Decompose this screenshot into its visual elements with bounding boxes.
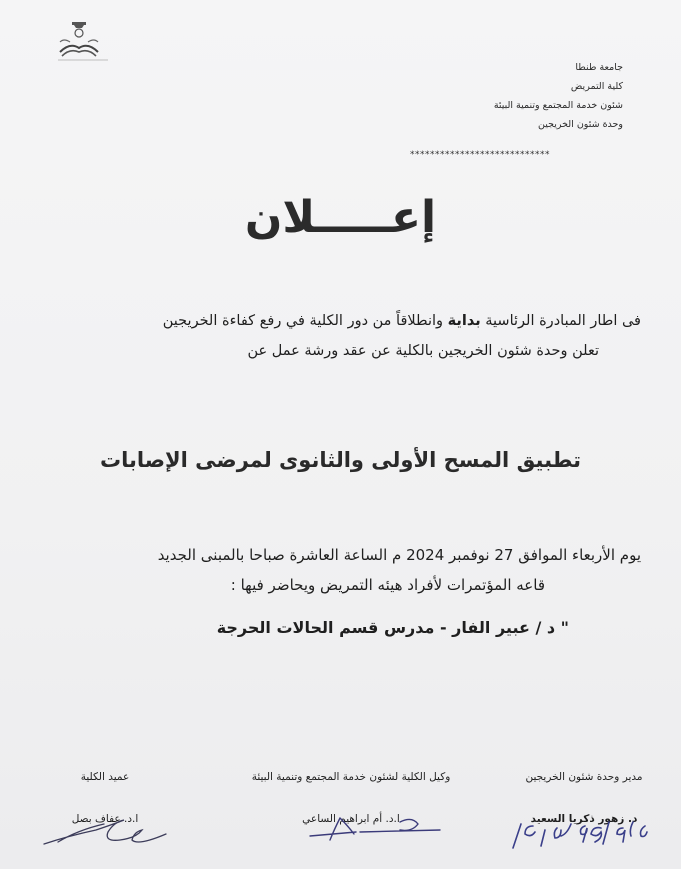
handwritten-signature-dean	[38, 812, 178, 852]
signature-name: ا.د. أم ابراهيم الساعي	[302, 813, 400, 825]
speaker-line: " د / عبير الفار - مدرس قسم الحالات الحرجة	[216, 618, 569, 637]
workshop-details	[20, 540, 641, 600]
intro-line-1-end: وانطلاقاً من دور الكلية في رفع كفاءة الخريجين	[162, 313, 448, 329]
header-divider: ****************************	[410, 150, 550, 160]
intro-paragraph	[30, 306, 641, 366]
workshop-subject: تطبيق المسح الأولى والثانوى لمرضى الإصابات	[99, 448, 581, 472]
header-department: شئون خدمة المجتمع وتنمية البيئة	[493, 100, 623, 111]
handwritten-signature-director	[505, 812, 655, 856]
initiative-name: بداية	[447, 313, 481, 329]
announcement-title: إعـــــلان	[244, 192, 437, 243]
signature-role: عميد الكلية	[80, 771, 130, 783]
header-university: جامعة طنطا	[575, 62, 623, 73]
signature-role: مدير وحدة شئون الخريجين	[525, 771, 643, 783]
header-faculty: كلية التمريض	[570, 81, 623, 92]
intro-line-2: تعلن وحدة شئون الخريجين بالكلية عن عقد ورشة عمل عن	[247, 343, 599, 359]
faculty-header	[494, 58, 623, 134]
intro-line-1-start: فى اطار المبادرة الرئاسية	[480, 313, 641, 329]
faculty-logo-icon	[50, 18, 120, 68]
details-line-2: قاعه المؤتمرات لأفراد هيئه التمريض ويحاضر فيها :	[230, 576, 545, 594]
details-line-1: يوم الأربعاء الموافق 27 نوفمبر 2024 م الساعة العاشرة صباحا بالمبنى الجديد	[157, 546, 641, 564]
signature-role: وكيل الكلية لشئون خدمة المجتمع وتنمية البيئة	[251, 771, 451, 783]
intro-line-1	[30, 306, 641, 336]
signature-name: د. زهور ذكريا السعيد	[530, 813, 638, 825]
header-unit: وحدة شئون الخريجين	[538, 119, 623, 130]
handwritten-signature-vice-dean	[300, 812, 450, 848]
signature-name: ا.د. عفاف بصل	[71, 813, 139, 825]
